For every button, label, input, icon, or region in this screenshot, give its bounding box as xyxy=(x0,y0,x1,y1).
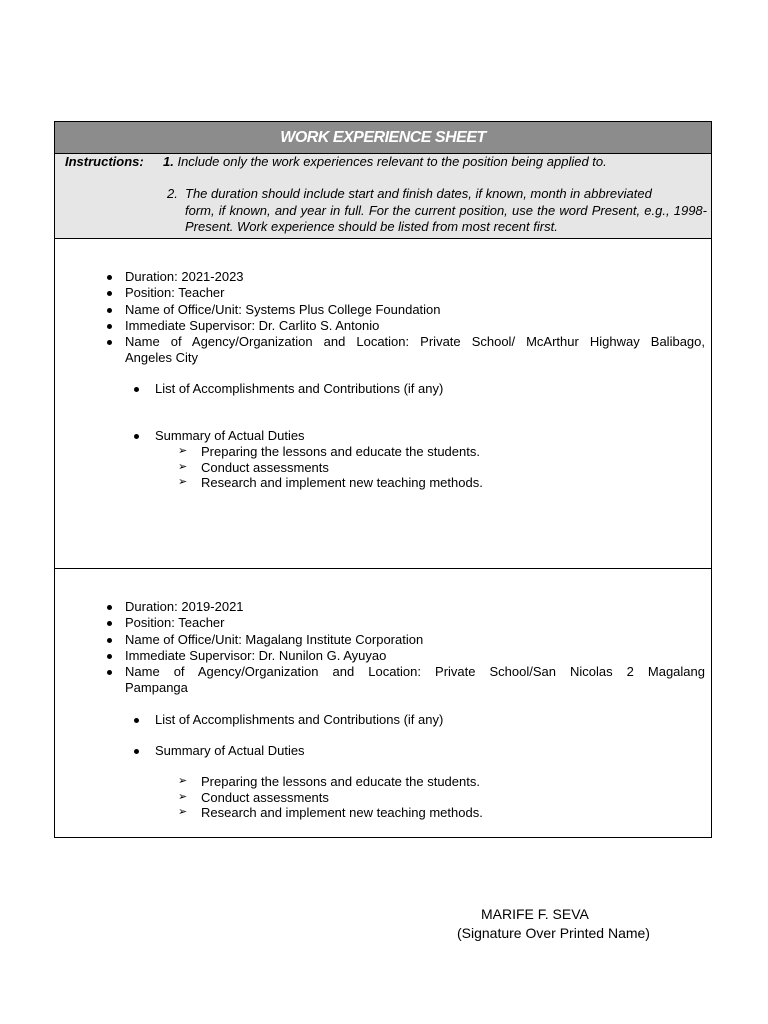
instruction-1-text: Include only the work experiences relevant to the position being applied to. xyxy=(177,154,607,169)
position-text: Position: Teacher xyxy=(125,285,225,301)
agency-line-1: Name of Agency/Organization and Location: Private School/ McArthur Highway Balibago, xyxy=(125,334,705,350)
duration-item xyxy=(107,269,705,285)
bullet-icon xyxy=(134,387,139,392)
entry-details xyxy=(107,599,705,697)
duties-title-item xyxy=(155,743,305,759)
arrow-bullet-icon: ➢ xyxy=(178,460,188,473)
instruction-1 xyxy=(163,154,607,169)
bullet-icon xyxy=(134,749,139,754)
agency-line-1: Name of Agency/Organization and Location: Private School/San Nicolas 2 Magalang xyxy=(125,664,705,680)
duty-text: Research and implement new teaching methods. xyxy=(201,805,483,820)
bullet-icon xyxy=(134,434,139,439)
supervisor-text: Immediate Supervisor: Dr. Carlito S. Antonio xyxy=(125,317,380,333)
supervisor-text: Immediate Supervisor: Dr. Nunilon G. Ayuyao xyxy=(125,647,387,663)
duties-title: Summary of Actual Duties xyxy=(155,428,305,443)
signature-printed-name: MARIFE F. SEVA xyxy=(481,906,589,922)
duty-text: Preparing the lessons and educate the students. xyxy=(201,774,480,789)
duty-text: Preparing the lessons and educate the students. xyxy=(201,444,480,459)
duration-text: Duration: 2021-2023 xyxy=(125,269,244,284)
arrow-bullet-icon: ➢ xyxy=(178,790,188,803)
duties-title: Summary of Actual Duties xyxy=(155,743,305,758)
instruction-1-number: 1. xyxy=(163,154,174,169)
accomplishments-text: List of Accomplishments and Contributions (if any) xyxy=(155,712,444,727)
instructions-label: Instructions: xyxy=(65,154,144,169)
duration-item xyxy=(107,599,705,615)
accomplishments-text: List of Accomplishments and Contributions (if any) xyxy=(155,381,444,396)
bullet-icon xyxy=(134,718,139,723)
instruction-2-number: 2. xyxy=(167,186,178,201)
instruction-2-rest: form, if known, and year in full. For the current position, use the word Present, e.g., 1998-Present. Work experience should be listed from most recent first. xyxy=(185,202,707,234)
office-item xyxy=(107,302,705,318)
office-text: Name of Office/Unit: Systems Plus College Foundation xyxy=(125,301,441,317)
agency-item xyxy=(107,664,705,697)
accomplishments-item xyxy=(155,381,443,397)
arrow-bullet-icon: ➢ xyxy=(178,775,188,787)
duty-item xyxy=(178,774,483,790)
agency-line-2: Pampanga xyxy=(125,680,188,696)
position-item xyxy=(107,615,705,631)
duty-item xyxy=(178,789,483,806)
work-entry xyxy=(55,569,711,837)
duty-text: Conduct assessments xyxy=(201,459,329,475)
duties-list xyxy=(178,774,483,821)
position-item xyxy=(107,285,705,301)
supervisor-item xyxy=(107,318,705,334)
accomplishments-item xyxy=(155,712,443,728)
duty-text: Research and implement new teaching methods. xyxy=(201,475,483,490)
duty-text: Conduct assessments xyxy=(201,789,329,805)
duty-item xyxy=(178,805,483,821)
supervisor-item xyxy=(107,648,705,664)
position-text: Position: Teacher xyxy=(125,615,225,631)
office-text: Name of Office/Unit: Magalang Institute Corporation xyxy=(125,631,424,647)
entry-details xyxy=(107,269,705,367)
arrow-bullet-icon: ➢ xyxy=(178,806,188,818)
duty-item xyxy=(178,475,483,491)
signature-caption: (Signature Over Printed Name) xyxy=(457,925,650,941)
instructions-section xyxy=(55,154,711,239)
duration-text: Duration: 2019-2021 xyxy=(125,599,244,614)
duty-item xyxy=(178,459,483,476)
sheet-title: WORK EXPERIENCE SHEET xyxy=(55,122,711,154)
duties-title-item xyxy=(155,428,305,444)
duties-list xyxy=(178,444,483,491)
arrow-bullet-icon: ➢ xyxy=(178,476,188,488)
instruction-2 xyxy=(167,186,707,236)
agency-line-2: Angeles City xyxy=(125,350,198,366)
work-entry xyxy=(55,239,711,569)
arrow-bullet-icon: ➢ xyxy=(178,445,188,457)
agency-item xyxy=(107,334,705,367)
work-experience-sheet xyxy=(54,121,712,838)
office-item xyxy=(107,632,705,648)
duty-item xyxy=(178,444,483,460)
instruction-2-line1: The duration should include start and finish dates, if known, month in abbreviated xyxy=(185,186,652,201)
